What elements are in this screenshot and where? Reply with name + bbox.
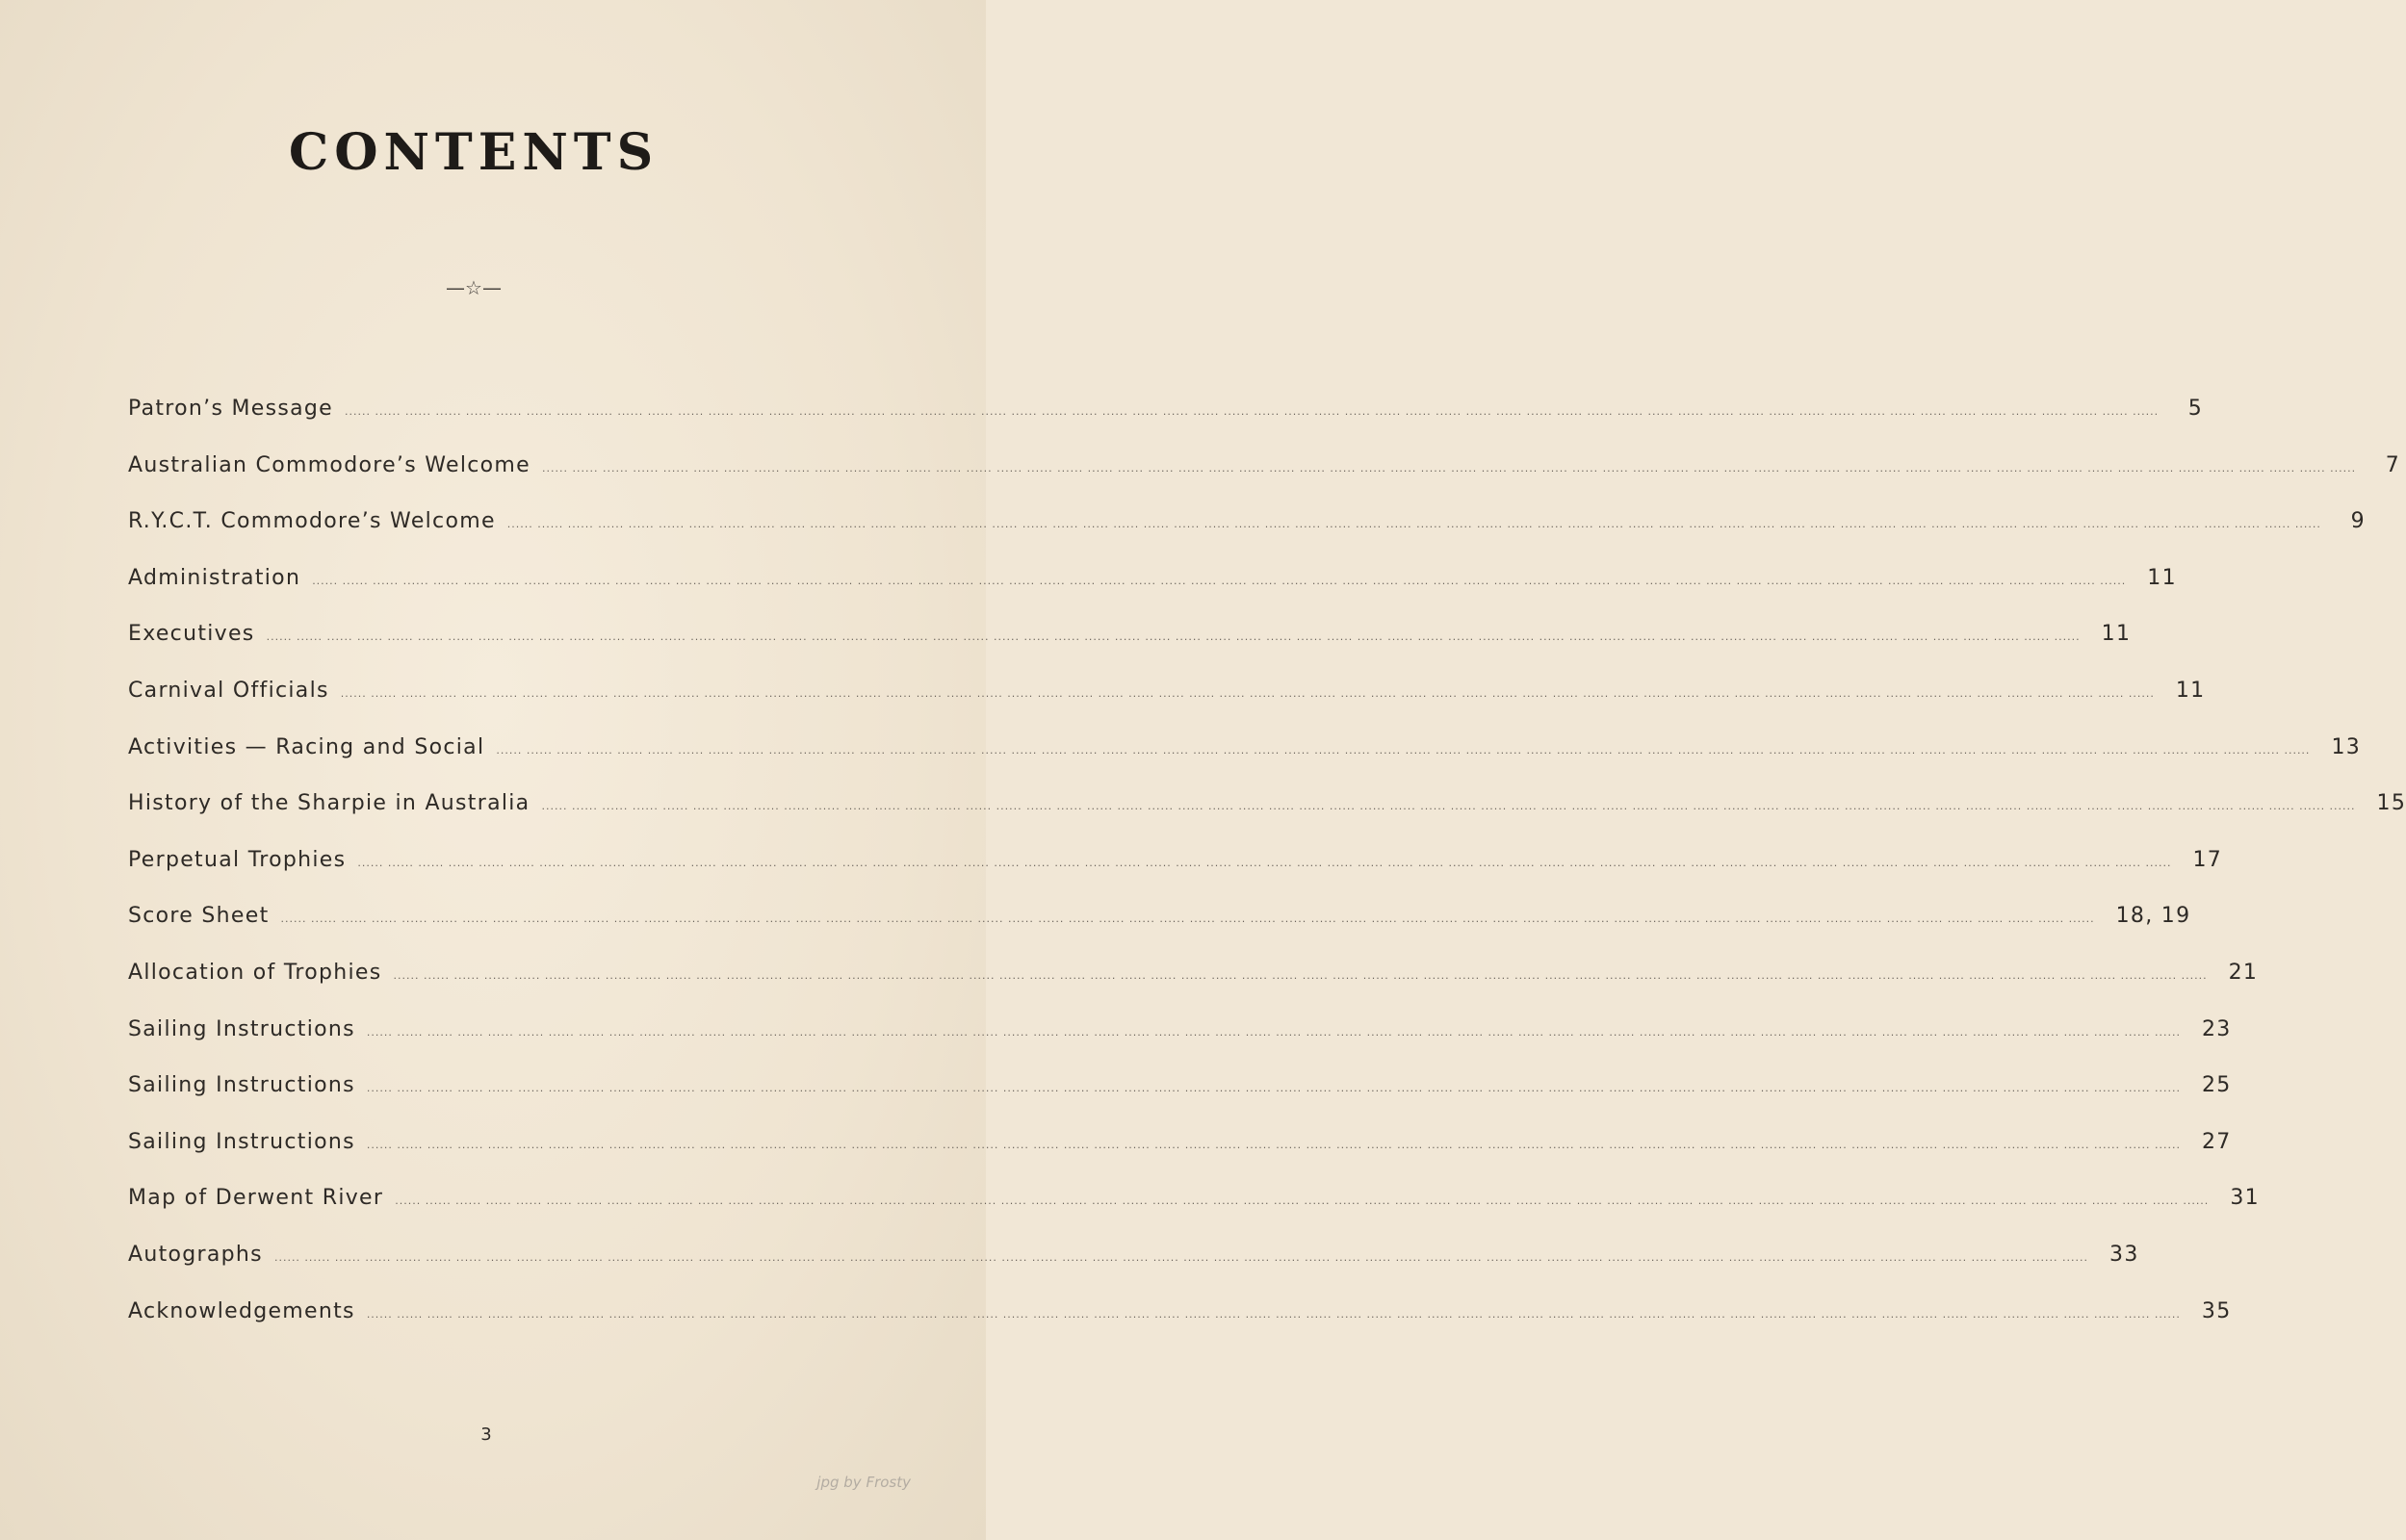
toc-entry-label: Allocation of Trophies	[128, 960, 382, 985]
toc-entry	[128, 509, 2366, 566]
toc-entry	[128, 622, 2132, 679]
toc-dot-leader: ...... ...... ...... ...... ...... ...... ...... ...... ...... ...... ...... ...... ...... ...... ...... ...... ...... ...... ...... ...... ...... ...... ...... ...... ...... ...... ...... ...... ...... ...... ...... ...... ...... ...... ...... ...... ...... ...... ...... ...... ...... ...... ...... ...... ...... ...... ...... ...... ...... ...... ...... ...... ...... ...... ...... ...... ...... ...... ...... ......	[541, 800, 2356, 813]
toc-dot-leader: ...... ...... ...... ...... ...... ...... ...... ...... ...... ...... ...... ...... ...... ...... ...... ...... ...... ...... ...... ...... ...... ...... ...... ...... ...... ...... ...... ...... ...... ...... ...... ...... ...... ...... ...... ...... ...... ...... ...... ...... ...... ...... ...... ...... ...... ...... ...... ...... ...... ...... ...... ...... ...... ...... ...... ...... ...... ...... ...... ......	[506, 518, 2321, 531]
toc-dot-leader: ...... ...... ...... ...... ...... ...... ...... ...... ...... ...... ...... ...... ...... ...... ...... ...... ...... ...... ...... ...... ...... ...... ...... ...... ...... ...... ...... ...... ...... ...... ...... ...... ...... ...... ...... ...... ...... ...... ...... ...... ...... ...... ...... ...... ...... ...... ...... ...... ...... ...... ...... ...... ...... ...... ...... ...... ...... ...... ...... ......	[395, 1194, 2210, 1208]
scan-credit: jpg by Frosty	[816, 1474, 911, 1491]
toc-dot-leader: ...... ...... ...... ...... ...... ...... ...... ...... ...... ...... ...... ...... ...... ...... ...... ...... ...... ...... ...... ...... ...... ...... ...... ...... ...... ...... ...... ...... ...... ...... ...... ...... ...... ...... ...... ...... ...... ...... ...... ...... ...... ...... ...... ...... ...... ...... ...... ...... ...... ...... ...... ...... ...... ...... ...... ...... ...... ...... ...... ......	[312, 574, 2127, 587]
toc-entry-page: 11	[2147, 565, 2177, 590]
page-number: 3	[480, 1424, 492, 1445]
toc-entry-page: 15	[2376, 791, 2406, 816]
toc-entry-page: 33	[2109, 1242, 2139, 1267]
toc-entry-label: Patron’s Message	[128, 397, 334, 421]
toc-dot-leader: ...... ...... ...... ...... ...... ...... ...... ...... ...... ...... ...... ...... ...... ...... ...... ...... ...... ...... ...... ...... ...... ...... ...... ...... ...... ...... ...... ...... ...... ...... ...... ...... ...... ...... ...... ...... ...... ...... ...... ...... ...... ...... ...... ...... ...... ...... ...... ...... ...... ...... ...... ...... ...... ...... ...... ...... ...... ...... ...... ......	[542, 461, 2357, 475]
toc-entry	[128, 397, 2204, 453]
toc-entry-page: 23	[2201, 1016, 2232, 1041]
toc-dot-leader: ...... ...... ...... ...... ...... ...... ...... ...... ...... ...... ...... ...... ...... ...... ...... ...... ...... ...... ...... ...... ...... ...... ...... ...... ...... ...... ...... ...... ...... ...... ...... ...... ...... ...... ...... ...... ...... ...... ...... ...... ...... ...... ...... ...... ...... ...... ...... ...... ...... ...... ...... ...... ...... ...... ...... ...... ...... ...... ...... ......	[357, 856, 2172, 869]
toc-entry-label: Australian Commodore’s Welcome	[128, 452, 530, 477]
toc-entry-label: Perpetual Trophies	[128, 847, 347, 872]
toc-entry-label: Sailing Instructions	[128, 1073, 355, 1098]
toc-dot-leader: ...... ...... ...... ...... ...... ...... ...... ...... ...... ...... ...... ...... ...... ...... ...... ...... ...... ...... ...... ...... ...... ...... ...... ...... ...... ...... ...... ...... ...... ...... ...... ...... ...... ...... ...... ...... ...... ...... ...... ...... ...... ...... ...... ...... ...... ...... ...... ...... ...... ...... ...... ...... ...... ...... ...... ...... ...... ...... ...... ......	[366, 1025, 2181, 1039]
toc-entry-label: Administration	[128, 565, 301, 590]
toc-entry	[128, 1186, 2260, 1243]
toc-dot-leader: ...... ...... ...... ...... ...... ...... ...... ...... ...... ...... ...... ...... ...... ...... ...... ...... ...... ...... ...... ...... ...... ...... ...... ...... ...... ...... ...... ...... ...... ...... ...... ...... ...... ...... ...... ...... ...... ...... ...... ...... ...... ...... ...... ...... ...... ...... ...... ...... ...... ...... ...... ...... ...... ...... ...... ...... ...... ...... ...... ......	[366, 1138, 2181, 1151]
toc-entry-label: Activities — Racing and Social	[128, 734, 485, 759]
toc-dot-leader: ...... ...... ...... ...... ...... ...... ...... ...... ...... ...... ...... ...... ...... ...... ...... ...... ...... ...... ...... ...... ...... ...... ...... ...... ...... ...... ...... ...... ...... ...... ...... ...... ...... ...... ...... ...... ...... ...... ...... ...... ...... ...... ...... ...... ...... ...... ...... ...... ...... ...... ...... ...... ...... ...... ...... ...... ...... ...... ...... ......	[273, 1250, 2089, 1264]
toc-entry	[128, 678, 2206, 735]
toc-entry	[128, 904, 2191, 961]
toc-entry-page: 35	[2201, 1298, 2232, 1323]
toc-dot-leader: ...... ...... ...... ...... ...... ...... ...... ...... ...... ...... ...... ...... ...... ...... ...... ...... ...... ...... ...... ...... ...... ...... ...... ...... ...... ...... ...... ...... ...... ...... ...... ...... ...... ...... ...... ...... ...... ...... ...... ...... ...... ...... ...... ...... ...... ...... ...... ...... ...... ...... ...... ...... ...... ...... ...... ...... ...... ...... ...... ......	[345, 405, 2160, 418]
table-of-contents	[128, 397, 2406, 1355]
toc-entry-label: Executives	[128, 622, 255, 647]
toc-entry-page: 7	[2385, 452, 2401, 477]
toc-entry-page: 18, 19	[2115, 904, 2191, 929]
toc-entry-page: 27	[2201, 1129, 2232, 1154]
toc-entry	[128, 1129, 2232, 1187]
toc-entry-page: 11	[2175, 678, 2206, 703]
toc-entry-label: Sailing Instructions	[128, 1129, 355, 1154]
toc-entry	[128, 1016, 2232, 1074]
toc-dot-leader: ...... ...... ...... ...... ...... ...... ...... ...... ...... ...... ...... ...... ...... ...... ...... ...... ...... ...... ...... ...... ...... ...... ...... ...... ...... ...... ...... ...... ...... ...... ...... ...... ...... ...... ...... ...... ...... ...... ...... ...... ...... ...... ...... ...... ...... ...... ...... ...... ...... ...... ...... ...... ...... ...... ...... ...... ...... ...... ...... ......	[340, 686, 2155, 700]
toc-entry	[128, 791, 2406, 848]
toc-entry-label: Carnival Officials	[128, 678, 329, 703]
toc-entry	[128, 847, 2223, 905]
toc-dot-leader: ...... ...... ...... ...... ...... ...... ...... ...... ...... ...... ...... ...... ...... ...... ...... ...... ...... ...... ...... ...... ...... ...... ...... ...... ...... ...... ...... ...... ...... ...... ...... ...... ...... ...... ...... ...... ...... ...... ...... ...... ...... ...... ...... ...... ...... ...... ...... ...... ...... ...... ...... ...... ...... ...... ...... ...... ...... ...... ...... ......	[496, 743, 2311, 757]
toc-entry-page: 11	[2101, 622, 2132, 647]
toc-entry-label: Map of Derwent River	[128, 1186, 384, 1211]
toc-entry	[128, 565, 2177, 623]
toc-dot-leader: ...... ...... ...... ...... ...... ...... ...... ...... ...... ...... ...... ...... ...... ...... ...... ...... ...... ...... ...... ...... ...... ...... ...... ...... ...... ...... ...... ...... ...... ...... ...... ...... ...... ...... ...... ...... ...... ...... ...... ...... ...... ...... ...... ...... ...... ...... ...... ...... ...... ...... ...... ...... ...... ...... ...... ...... ...... ...... ...... ......	[280, 912, 2095, 926]
toc-entry-label: Score Sheet	[128, 904, 270, 929]
toc-dot-leader: ...... ...... ...... ...... ...... ...... ...... ...... ...... ...... ...... ...... ...... ...... ...... ...... ...... ...... ...... ...... ...... ...... ...... ...... ...... ...... ...... ...... ...... ...... ...... ...... ...... ...... ...... ...... ...... ...... ...... ...... ...... ...... ...... ...... ...... ...... ...... ...... ...... ...... ...... ...... ...... ...... ...... ...... ...... ...... ...... ......	[266, 630, 2081, 644]
toc-entry-page: 5	[2187, 397, 2204, 421]
toc-entry	[128, 1298, 2232, 1356]
toc-entry-label: R.Y.C.T. Commodore’s Welcome	[128, 509, 496, 534]
toc-entry-page: 9	[2350, 509, 2366, 534]
toc-entry-page: 31	[2230, 1186, 2260, 1211]
toc-entry-page: 17	[2192, 847, 2223, 872]
toc-entry-label: Acknowledgements	[128, 1298, 355, 1323]
toc-entry-page: 21	[2228, 960, 2259, 985]
toc-entry	[128, 1073, 2232, 1130]
toc-entry	[128, 960, 2259, 1017]
toc-dot-leader: ...... ...... ...... ...... ...... ...... ...... ...... ...... ...... ...... ...... ...... ...... ...... ...... ...... ...... ...... ...... ...... ...... ...... ...... ...... ...... ...... ...... ...... ...... ...... ...... ...... ...... ...... ...... ...... ...... ...... ...... ...... ...... ...... ...... ...... ...... ...... ...... ...... ...... ...... ...... ...... ...... ...... ...... ...... ...... ...... ......	[393, 968, 2208, 982]
toc-entry-page: 13	[2331, 734, 2362, 759]
toc-entry-page: 25	[2201, 1073, 2232, 1098]
toc-dot-leader: ...... ...... ...... ...... ...... ...... ...... ...... ...... ...... ...... ...... ...... ...... ...... ...... ...... ...... ...... ...... ...... ...... ...... ...... ...... ...... ...... ...... ...... ...... ...... ...... ...... ...... ...... ...... ...... ...... ...... ...... ...... ...... ...... ...... ...... ...... ...... ...... ...... ...... ...... ...... ...... ...... ...... ...... ...... ...... ...... ......	[366, 1307, 2181, 1321]
star-ornament: —☆—	[446, 276, 502, 299]
toc-entry	[128, 1242, 2139, 1299]
toc-entry	[128, 452, 2401, 510]
toc-entry	[128, 734, 2362, 792]
toc-entry-label: Autographs	[128, 1242, 263, 1267]
page-title: CONTENTS	[288, 123, 660, 182]
toc-entry-label: History of the Sharpie in Australia	[128, 791, 530, 816]
toc-dot-leader: ...... ...... ...... ...... ...... ...... ...... ...... ...... ...... ...... ...... ...... ...... ...... ...... ...... ...... ...... ...... ...... ...... ...... ...... ...... ...... ...... ...... ...... ...... ...... ...... ...... ...... ...... ...... ...... ...... ...... ...... ...... ...... ...... ...... ...... ...... ...... ...... ...... ...... ...... ...... ...... ...... ...... ...... ...... ...... ...... ......	[366, 1082, 2181, 1095]
toc-entry-label: Sailing Instructions	[128, 1016, 355, 1041]
